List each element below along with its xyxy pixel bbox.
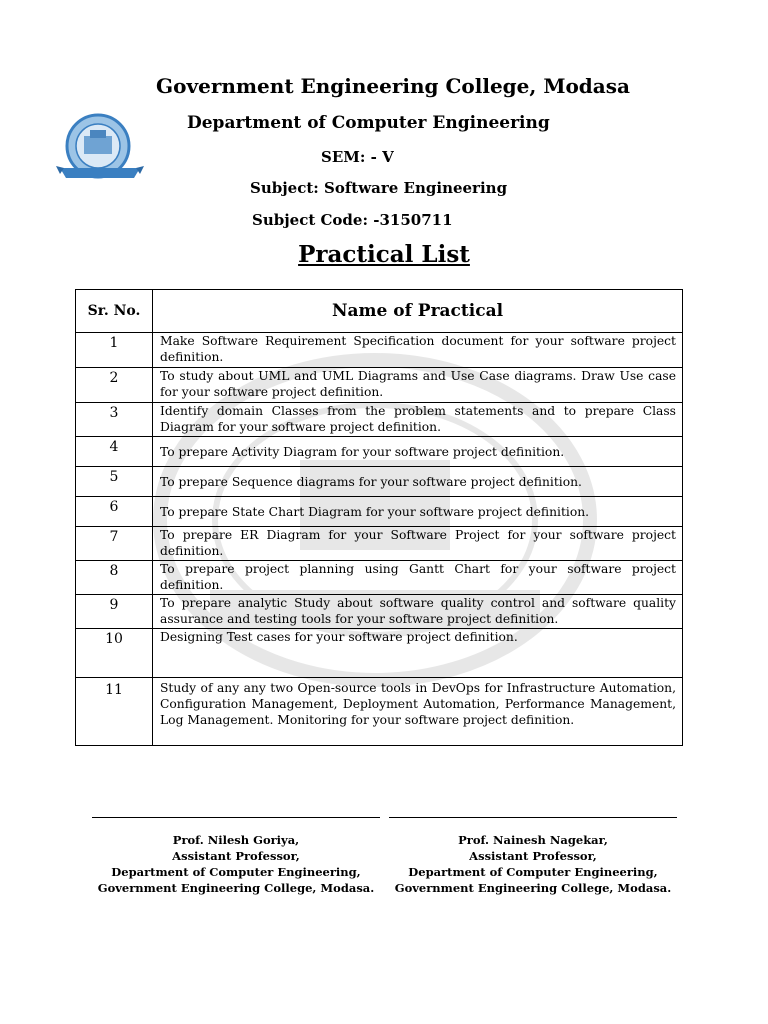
row-number: 10 — [76, 629, 153, 678]
department-heading: Department of Computer Engineering — [187, 113, 550, 133]
row-practical: To prepare State Chart Diagram for your software project definition. — [153, 497, 683, 527]
row-number: 9 — [76, 595, 153, 629]
table-row — [76, 368, 683, 403]
practical-table — [75, 289, 683, 746]
signatory-department: Department of Computer Engineering, — [111, 865, 361, 879]
signature-line-left — [92, 817, 380, 818]
table-row — [76, 527, 683, 561]
signatory-name: Prof. Nilesh Goriya, — [172, 833, 300, 847]
row-practical: Study of any any two Open-source tools in DevOps for Infrastructure Automation, Configuration Management, Deployment Automation, Performance Management, Log Management. Monitoring for your software project definition. — [153, 678, 683, 746]
subject: Subject: Software Engineering — [250, 179, 508, 197]
row-number: 11 — [76, 678, 153, 746]
row-number: 4 — [76, 437, 153, 467]
table-row — [76, 333, 683, 368]
table-header-row — [76, 290, 683, 333]
table-row — [76, 629, 683, 678]
college-logo — [54, 108, 150, 188]
table-row — [76, 467, 683, 497]
subject-code: Subject Code: -3150711 — [252, 211, 453, 229]
signatory-department: Department of Computer Engineering, — [408, 865, 658, 879]
row-practical: To prepare Activity Diagram for your software project definition. — [153, 437, 683, 467]
practical-list-title: Practical List — [298, 241, 470, 268]
signatory-college: Government Engineering College, Modasa. — [394, 881, 672, 895]
table-row — [76, 497, 683, 527]
signatory-name: Prof. Nainesh Nagekar, — [458, 833, 608, 847]
row-practical: Make Software Requirement Specification document for your software project definition. — [153, 333, 683, 368]
row-number: 1 — [76, 333, 153, 368]
signatory-title: Assistant Professor, — [469, 849, 597, 863]
row-number: 2 — [76, 368, 153, 403]
row-practical: Identify domain Classes from the problem statements and to prepare Class Diagram for your software project definition. — [153, 403, 683, 437]
table-row — [76, 595, 683, 629]
college-title: Government Engineering College, Modasa — [156, 74, 630, 98]
row-practical: To prepare ER Diagram for your Software Project for your software project definition. — [153, 527, 683, 561]
row-practical: To prepare analytic Study about software quality control and software quality assurance and testing tools for your software project definition. — [153, 595, 683, 629]
table-row — [76, 437, 683, 467]
table-row — [76, 678, 683, 746]
table-row — [76, 403, 683, 437]
row-number: 8 — [76, 561, 153, 595]
signature-line-right — [389, 817, 677, 818]
signature-block-left — [86, 832, 386, 896]
row-practical: To prepare Sequence diagrams for your software project definition. — [153, 467, 683, 497]
table-row — [76, 561, 683, 595]
signatory-title: Assistant Professor, — [172, 849, 300, 863]
header-name-of-practical: Name of Practical — [153, 290, 683, 333]
row-number: 3 — [76, 403, 153, 437]
row-number: 7 — [76, 527, 153, 561]
signatory-college: Government Engineering College, Modasa. — [97, 881, 375, 895]
semester: SEM: - V — [321, 148, 394, 166]
row-number: 5 — [76, 467, 153, 497]
header-sr-no: Sr. No. — [76, 290, 153, 333]
signature-block-right — [383, 832, 683, 896]
row-number: 6 — [76, 497, 153, 527]
row-practical: Designing Test cases for your software project definition. — [153, 629, 683, 678]
row-practical: To study about UML and UML Diagrams and Use Case diagrams. Draw Use case for your software project definition. — [153, 368, 683, 403]
row-practical: To prepare project planning using Gantt Chart for your software project definition. — [153, 561, 683, 595]
